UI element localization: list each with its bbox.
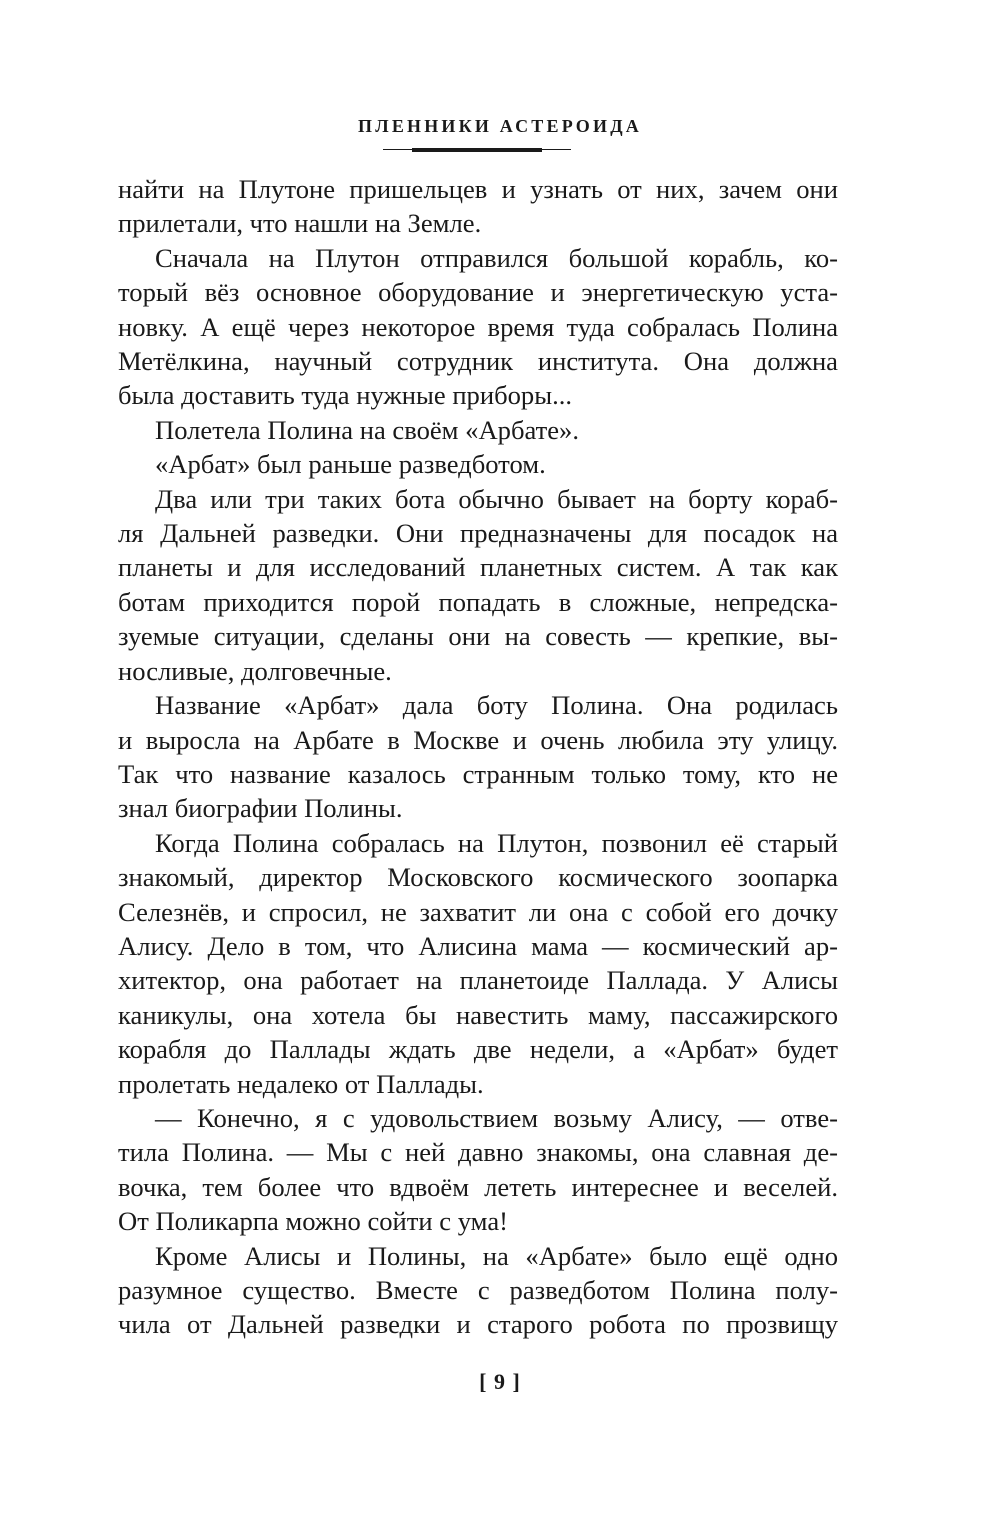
- text-line: тила Полина. — Мы с ней давно знакомы, она славная де-: [118, 1137, 838, 1168]
- text-line: носливые, долговечные.: [118, 655, 392, 686]
- running-head-title: ПЛЕННИКИ АСТЕРОИДА: [358, 116, 642, 136]
- text-line: Метёлкина, научный сотрудник института. Она должна: [118, 346, 838, 377]
- text-line: знал биографии Полины.: [118, 793, 403, 824]
- text-line: торый вёз основное оборудование и энергетическую уста-: [118, 277, 838, 308]
- text-line: прилетали, что нашли на Земле.: [118, 208, 482, 239]
- text-line: Сначала на Плутон отправился большой корабль, ко-: [155, 242, 838, 273]
- text-line: Два или три таких бота обычно бывает на борту кораб-: [155, 483, 838, 514]
- text-line: каникулы, она хотела бы навестить маму, пассажирского: [118, 999, 838, 1030]
- text-line: пролетать недалеко от Паллады.: [118, 1068, 484, 1099]
- text-line: зуемые ситуации, сделаны они на совесть — крепкие, вы-: [118, 621, 838, 652]
- text-line: знакомый, директор Московского космического зоопарка: [118, 862, 838, 893]
- text-line: Когда Полина собралась на Плутон, позвонил её старый: [155, 827, 838, 858]
- text-line: чила от Дальней разведки и старого робота по прозвищу: [118, 1309, 838, 1340]
- text-line: корабля до Паллады ждать две недели, а «Арбат» будет: [118, 1034, 838, 1065]
- text-line: вочка, тем более что вдвоём лететь интереснее и веселей.: [118, 1171, 838, 1202]
- text-line: Кроме Алисы и Полины, на «Арбате» было ещё одно: [155, 1240, 838, 1271]
- text-line: Полетела Полина на своём «Арбате».: [155, 414, 579, 445]
- text-line: и выросла на Арбате в Москве и очень любила эту улицу.: [118, 724, 838, 755]
- text-line: была доставить туда нужные приборы...: [118, 380, 573, 411]
- text-line: новку. А ещё через некоторое время туда собралась Полина: [118, 311, 838, 342]
- text-line: Алису. Дело в том, что Алисина мама — космический ар-: [118, 930, 838, 961]
- header-rule-accent: [412, 148, 542, 152]
- text-line: «Арбат» был раньше разведботом.: [155, 449, 546, 480]
- text-line: планеты и для исследований планетных систем. А так как: [118, 552, 838, 583]
- text-line: Название «Арбат» дала боту Полина. Она родилась: [155, 690, 838, 721]
- text-line: — Конечно, я с удовольствием возьму Алису, — отве-: [155, 1102, 838, 1133]
- text-line: разумное существо. Вместе с разведботом Полина полу-: [118, 1275, 838, 1305]
- text-line: ля Дальней разведки. Они предназначены для посадок на: [118, 518, 838, 549]
- text-line: Селезнёв, и спросил, не захватит ли она с собой его дочку: [118, 896, 838, 927]
- page-number: [ 9 ]: [479, 1369, 521, 1394]
- text-line: Так что название казалось странным только тому, кто не: [118, 758, 838, 789]
- body-text: [118, 172, 838, 1342]
- text-line: ботам приходится порой попадать в сложные, непредска-: [118, 586, 838, 617]
- text-line: От Поликарпа можно сойти с ума!: [118, 1206, 508, 1237]
- text-line: хитектор, она работает на планетоиде Паллада. У Алисы: [118, 965, 838, 996]
- text-line: найти на Плутоне пришельцев и узнать от них, зачем они: [118, 174, 838, 204]
